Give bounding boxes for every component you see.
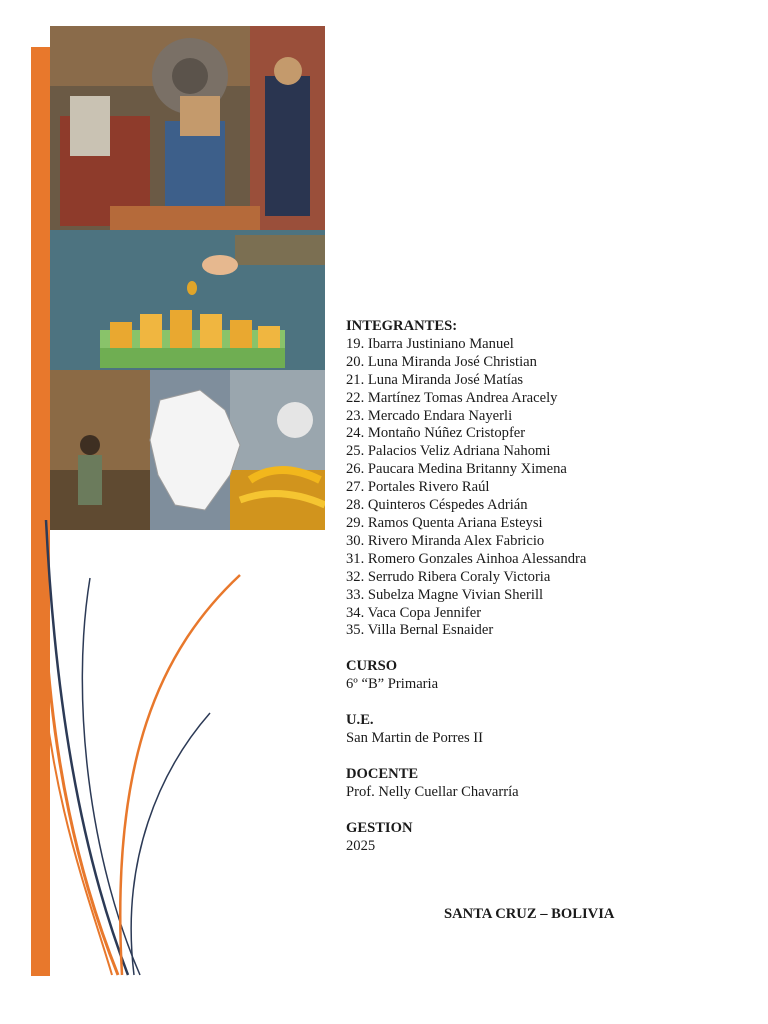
member-item: 35. Villa Bernal Esnaider — [346, 622, 494, 639]
money-hand-image — [50, 230, 325, 370]
integrantes-heading: INTEGRANTES: — [346, 318, 458, 334]
member-item: 21. Luna Miranda José Matías — [346, 371, 524, 388]
ue-value: San Martin de Porres II — [346, 730, 483, 747]
ue-heading: U.E. — [346, 712, 374, 729]
member-item: 32. Serrudo Ribera Coraly Victoria — [346, 568, 551, 585]
member-item: 22. Martínez Tomas Andrea Aracely — [346, 389, 558, 406]
curso-value: 6º “B” Primaria — [346, 676, 439, 693]
member-item: 19. Ibarra Justiniano Manuel — [346, 335, 514, 352]
member-item: 27. Portales Rivero Raúl — [346, 479, 490, 496]
docente-value: Prof. Nelly Cuellar Chavarría — [346, 783, 519, 800]
info-column — [346, 318, 746, 856]
member-item: 34. Vaca Copa Jennifer — [346, 604, 482, 621]
member-item: 26. Paucara Medina Britanny Ximena — [346, 461, 567, 478]
member-item: 28. Quinteros Céspedes Adrián — [346, 497, 528, 514]
docente-heading: DOCENTE — [346, 765, 419, 782]
member-item: 31. Romero Gonzales Ainhoa Alessandra — [346, 550, 587, 567]
industrial-mural-image — [50, 26, 325, 230]
location-footer: SANTA CRUZ – BOLIVIA — [444, 906, 615, 922]
member-item: 25. Palacios Veliz Adriana Nahomi — [346, 443, 551, 460]
member-item: 23. Mercado Endara Nayerli — [346, 407, 513, 424]
curso-heading: CURSO — [346, 658, 398, 675]
bolivia-map-collage-image — [50, 370, 325, 530]
member-item: 33. Subelza Magne Vivian Sherill — [346, 586, 544, 603]
members-list — [346, 336, 746, 640]
member-item: 30. Rivero Miranda Alex Fabricio — [346, 532, 545, 549]
member-item: 29. Ramos Quenta Ariana Esteysi — [346, 514, 543, 531]
member-item: 20. Luna Miranda José Christian — [346, 353, 537, 370]
gestion-value: 2025 — [346, 837, 376, 854]
member-item: 24. Montaño Núñez Cristopfer — [346, 425, 526, 442]
gestion-heading: GESTION — [346, 819, 413, 836]
